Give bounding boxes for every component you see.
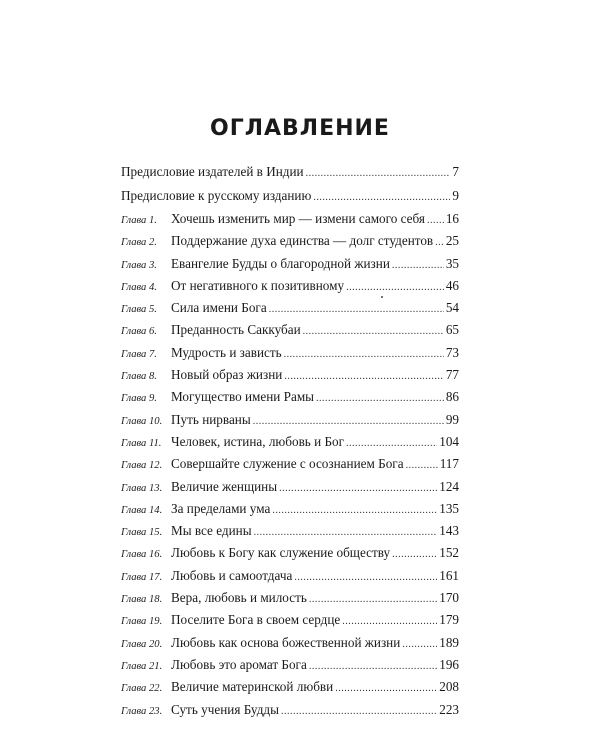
entry-title: Хочешь изменить мир — измени самого себя [171,211,425,226]
dot-leader [435,237,444,248]
toc-entry [121,434,459,456]
dot-leader [392,260,444,271]
page-number: 7 [452,164,459,179]
chapter-label: Глава 6. [121,326,157,338]
entry-title: Новый образ жизни [171,367,283,383]
page-number: 99 [445,411,459,427]
toc-entry [121,367,459,389]
dot-leader [342,616,437,627]
page-number: 161 [439,567,459,583]
page-number: 54 [445,300,459,316]
entry-title: Любовь как основа божественной жизни [171,634,401,650]
chapter-label: Глава 3. [121,259,157,271]
chapter-label: Глава 18. [121,594,163,606]
page-number: 86 [445,389,459,405]
entry-title: Любовь это аромат Бога [171,656,307,672]
toc-entry [121,523,459,545]
chapter-label: Глава 4. [121,281,157,293]
page-number: 16 [445,211,459,226]
entry-title: Суть учения Будды [171,701,279,717]
chapter-label: Глава 9. [121,393,157,405]
toc-entry [121,479,459,501]
entry-title: Величие материнской любви [171,679,334,695]
chapter-label: Глава 7. [121,348,157,360]
chapter-label: Глава 5. [121,304,157,316]
chapter-label: Глава 13. [121,482,163,494]
dot-leader [316,393,444,404]
dot-leader [303,326,444,337]
dot-leader [281,706,437,717]
toc-entry [121,545,459,567]
toc-entry [121,233,459,255]
chapter-label: Глава 17. [121,571,163,583]
dot-leader [272,505,437,516]
page-number: 152 [439,545,459,561]
chapter-label: Глава 19. [121,616,163,628]
entry-title: Совершайте служение с осознанием Бога [171,456,404,472]
entry-title: Поселите Бога в своем сердце [171,612,341,628]
entry-title: Мудрость и зависть [171,344,282,360]
page-number: 189 [439,634,459,650]
dot-leader [427,215,444,226]
print-speck [381,296,383,298]
dot-leader [279,483,437,494]
dot-leader [335,683,437,694]
entry-title: Предисловие издателей в Индии [121,164,304,179]
toc-entry [121,278,459,300]
toc-entry [121,456,459,478]
dot-leader [406,460,438,471]
chapter-label: Глава 22. [121,683,163,695]
toc-entry [121,568,459,590]
chapter-label: Глава 16. [121,549,163,561]
dot-leader [402,639,437,650]
page-number: 223 [439,701,459,717]
toc-entry [121,702,459,724]
chapter-label: Глава 12. [121,460,163,472]
dot-leader [269,304,444,315]
toc-entry [121,300,459,322]
page-number: 196 [439,656,459,672]
toc-entry [121,322,459,344]
toc-entry [121,501,459,523]
dot-leader [284,349,444,360]
page-number: 35 [445,255,459,271]
entry-title: Евангелие Будды о благородной жизни [171,255,390,271]
entry-title: Любовь и самоотдача [171,567,293,583]
dot-leader [294,572,437,583]
entry-title: Любовь к Богу как служение обществу [171,545,391,561]
toc-entry [121,612,459,634]
dot-leader [306,168,451,179]
page-number: 170 [439,590,459,606]
chapter-label: Глава 23. [121,705,163,717]
toc-entry [121,345,459,367]
page-title: ОГЛАВЛЕНИЕ [210,116,390,141]
dot-leader [309,594,437,605]
page-number: 73 [445,344,459,360]
chapter-label: Глава 1. [121,215,157,226]
dot-leader [284,371,444,382]
entry-title: Мы все едины [171,523,252,539]
page-number: 208 [439,679,459,695]
toc-entry [121,657,459,679]
page-number: 124 [439,478,459,494]
entry-title: Поддержание духа единства — долг студентов [171,233,434,249]
page-number: 179 [439,612,459,628]
chapter-label: Глава 11. [121,437,162,449]
toc-entry [121,679,459,701]
toc-entry [121,211,459,233]
entry-title: За пределами ума [171,500,271,516]
toc-entry [121,164,459,188]
entry-title: Сила имени Бога [171,300,267,316]
page-number: 104 [439,433,459,449]
entry-title: Вера, любовь и милость [171,590,307,606]
page-number: 9 [452,187,459,203]
page-number: 117 [439,456,459,472]
entry-title: От негативного к позитивному [171,277,345,293]
entry-title: Путь нирваны [171,411,251,427]
toc-entry [121,188,459,212]
dot-leader [313,192,450,203]
toc-entry [121,635,459,657]
chapter-label: Глава 20. [121,638,163,650]
chapter-label: Глава 21. [121,660,163,672]
page-number: 25 [445,233,459,249]
page-number: 135 [439,500,459,516]
dot-leader [392,549,437,560]
entry-title: Предисловие к русскому изданию [121,187,312,203]
chapter-label: Глава 15. [121,527,163,539]
page-number: 143 [439,523,459,539]
entry-title: Человек, истина, любовь и Бог [171,433,345,449]
toc-entry [121,389,459,411]
entry-title: Величие женщины [171,478,278,494]
chapter-label: Глава 14. [121,504,163,516]
page-number: 65 [445,322,459,338]
dot-leader [309,661,437,672]
toc-entry [121,256,459,278]
entry-title: Преданность Саккубаи [171,322,301,338]
page-number: 77 [445,367,459,383]
dot-leader [346,438,437,449]
toc-entry [121,590,459,612]
chapter-label: Глава 2. [121,237,157,249]
entry-title: Могущество имени Рамы [171,389,315,405]
toc-entry [121,412,459,434]
dot-leader [253,416,444,427]
chapter-label: Глава 10. [121,415,163,427]
chapter-label: Глава 8. [121,371,157,383]
dot-leader [254,527,438,538]
table-of-contents [121,164,459,724]
dot-leader [346,282,444,293]
page-number: 46 [445,277,459,293]
